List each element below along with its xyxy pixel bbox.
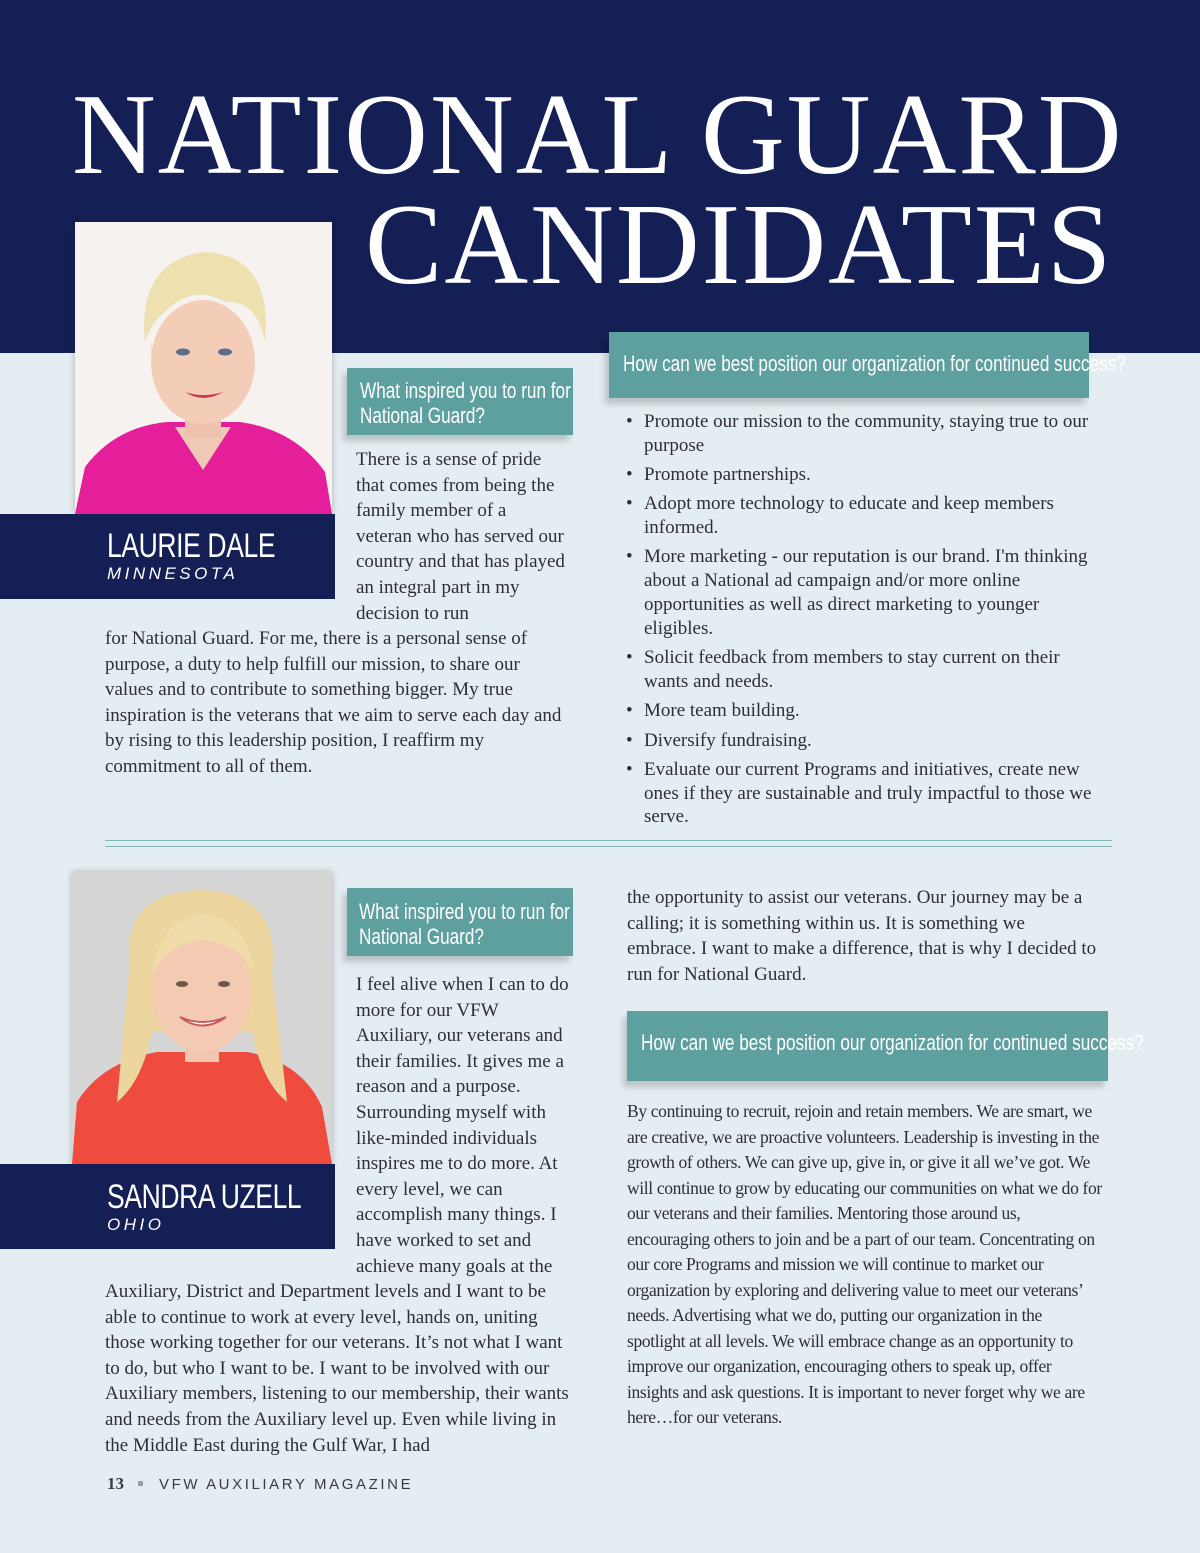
question-success-text: How can we best position our organization for continued success?	[623, 351, 1126, 376]
question-inspired-text: What inspired you to run for National Guard?	[359, 899, 570, 949]
candidate-2-question-success	[627, 1011, 1144, 1081]
bullet-icon: •	[626, 758, 633, 780]
bullet-icon: •	[626, 647, 633, 669]
page-footer	[107, 1474, 413, 1494]
candidate-1-portrait-photo	[75, 222, 332, 514]
section-divider	[105, 846, 1112, 847]
candidate-1-name: LAURIE DALE	[107, 527, 276, 565]
candidate-1-answer-success-list	[620, 410, 1100, 835]
candidate-1-answer-inspired-part-1: There is a sense of pride that comes from being the family member of a veteran who has served our country and that has played an integral part in my decision to run	[356, 449, 565, 624]
candidate-2-answer-inspired-part-1: I feel alive when I can to do more for our VFW Auxiliary, our veterans and their families. It gives me a reason and a purpose. Surrounding myself with like-minded individuals inspires me to do more. At every level, we can accomplish many things. I have worked to set and achieve many goals at the	[356, 974, 569, 1277]
candidate-2-answer-inspired-part-2: Auxiliary, District and Department levels and I want to be able to continue to work at every level, hands on, uniting those working together for our veterans. It’s not what I want to do, but who I want to be. I want to be involved with our Auxiliary members, listening to our membership, their wants and needs from the Auxiliary level up. Even while living in the Middle East during the Gulf War, I had	[105, 1281, 569, 1456]
bullet-icon: •	[626, 493, 633, 515]
candidate-1-question-success	[609, 332, 1126, 398]
list-item: • Promote partnerships.	[626, 464, 811, 486]
footer-separator	[138, 1481, 143, 1486]
list-item: • More team building.	[626, 700, 800, 722]
candidate-2-answer-success: By continuing to recruit, rejoin and retain members. We are smart, we are creative, we are proactive volunteers. Leadership is investing in the growth of others. We can give up, give in, or give it all we’ve got. We will continue to grow by educating our communities on what we do for our veterans and their families. Mentoring those around us, encouraging others to join and be a part of our team. Concentrating on our core Programs and mission we will continue to market our organization by exploring and delivering value to meet our veterans’ needs. Advertising what we do, putting our organization in the spotlight at all levels. We will embrace change as an opportunity to improve our organization, encouraging others to speak up, offer insights and ask questions. It is important to never forget why we are here…for our veterans.	[627, 1101, 1102, 1427]
candidate-2-name: SANDRA UZELL	[107, 1178, 302, 1216]
bullet-icon: •	[626, 700, 633, 722]
page-title-line-2: CANDIDATES	[365, 181, 1114, 309]
bullet-icon: •	[626, 464, 633, 486]
list-item: • Adopt more technology to educate and keep members informed.	[626, 493, 1054, 539]
bullet-icon: •	[626, 546, 633, 568]
list-item: • Evaluate our current Programs and initiatives, create new ones if they are sustainable and truly impactful to those we serve.	[626, 758, 1092, 828]
candidate-1-state: MINNESOTA	[107, 564, 239, 583]
list-item: • Solicit feedback from members to stay current on their wants and needs.	[626, 647, 1060, 692]
bullet-icon: •	[626, 729, 633, 751]
candidate-2-portrait-photo	[72, 872, 332, 1164]
candidate-2-question-inspired	[347, 888, 573, 956]
candidate-1-answer-inspired-part-2: for National Guard. For me, there is a personal sense of purpose, a duty to help fulfill our mission, to share our values and to contribute to something bigger. My true inspiration is the veterans that we aim to serve each day and by rising to this leadership position, I reaffirm my commitment to all of them.	[105, 628, 562, 777]
magazine-name: VFW AUXILIARY MAGAZINE	[159, 1476, 414, 1493]
candidate-1-question-inspired	[347, 368, 573, 435]
list-item: • More marketing - our reputation is our brand. I'm thinking about a National ad campaign and/or more online opportunities as well as direct marketing to younger eligibles.	[626, 546, 1088, 639]
page-title-line-1: NATIONAL GUARD	[72, 71, 1124, 199]
question-success-text: How can we best position our organization for continued success?	[641, 1030, 1144, 1055]
question-inspired-text: What inspired you to run for National Guard?	[360, 378, 571, 428]
list-item: • Diversify fundraising.	[626, 729, 812, 751]
candidate-1-name-box	[0, 514, 335, 599]
section-divider	[105, 840, 1112, 841]
candidate-2-name-box	[0, 1164, 335, 1249]
list-item: • Promote our mission to the community, staying true to our purpose	[626, 411, 1089, 456]
bullet-icon: •	[626, 411, 633, 432]
page-number: 13	[107, 1474, 124, 1493]
candidate-2-answer-inspired-part-3: the opportunity to assist our veterans. Our journey may be a calling; it is something within us. It is something we embrace. I want to make a difference, that is why I decided to run for National Guard.	[627, 887, 1097, 985]
candidate-2-state: OHIO	[107, 1215, 165, 1234]
